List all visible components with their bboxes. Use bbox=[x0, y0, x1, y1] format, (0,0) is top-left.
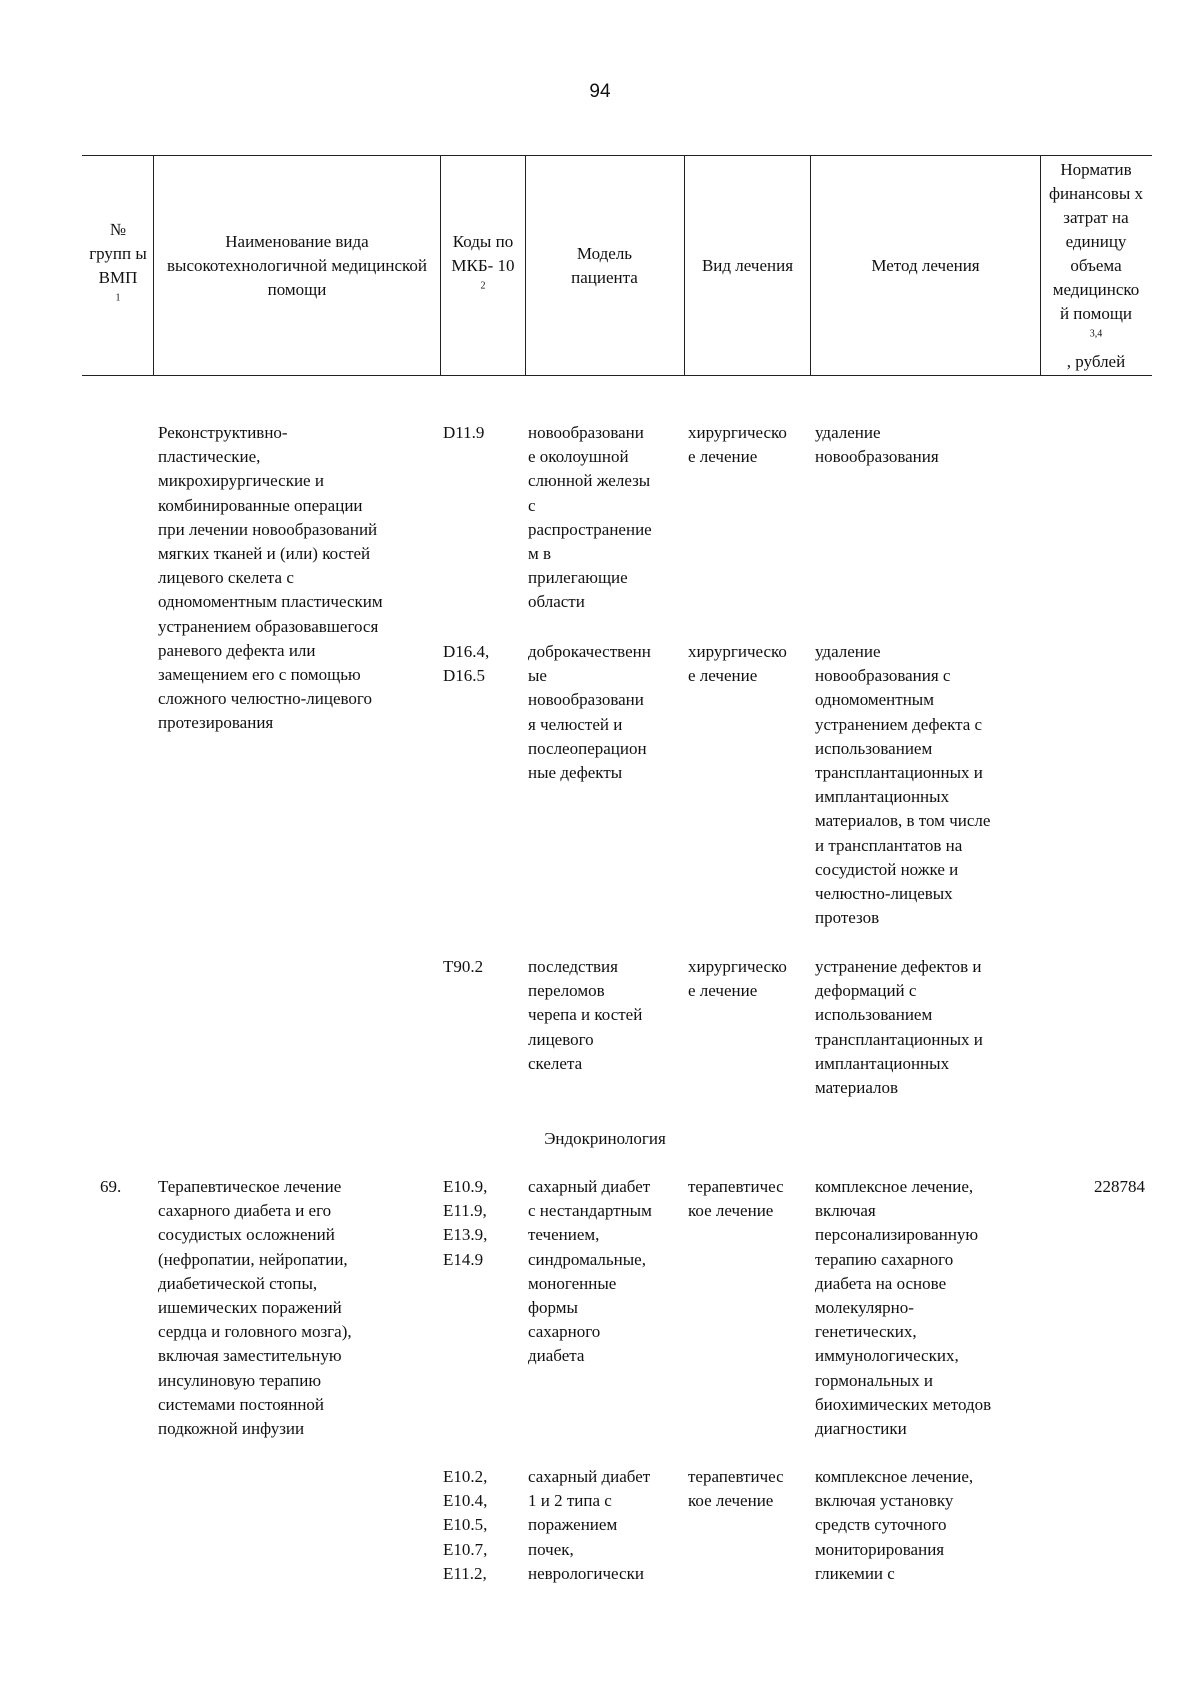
header-top-border bbox=[82, 155, 1152, 156]
row-model: новообразовани е околоушной слюнной железы с распространение м в прилегающие области bbox=[528, 423, 652, 612]
header-bottom-border bbox=[82, 375, 1152, 376]
header-divider bbox=[1040, 155, 1041, 376]
row-name: Реконструктивно- пластические, микрохирургические и комбинированные операции при лечении новообразований мягких тканей и (или) костей лицевого скелета с одномоментным пластическим устранением образовавшегося раневого дефекта или замещением его с помощью сложного челюстно-лицевого протезирования bbox=[158, 423, 383, 733]
header-divider bbox=[525, 155, 526, 376]
group-number: 69. bbox=[100, 1177, 122, 1196]
row-codes: D16.4, D16.5 bbox=[443, 642, 490, 686]
row-method: устранение дефектов и деформаций с использованием трансплантационных и имплантационных материалов bbox=[815, 957, 983, 1098]
row-codes: D11.9 bbox=[443, 423, 485, 442]
row-method: удаление новообразования с одномоментным устранением дефекта с использованием трансплантационных и имплантационных материалов, в том числе и трансплантатов на сосудистой ножке и челюстно-лицевых протезов bbox=[815, 642, 991, 928]
header-divider bbox=[684, 155, 685, 376]
section-title: Эндокринология bbox=[544, 1129, 666, 1148]
header-model: Модель пациента bbox=[571, 244, 638, 287]
row-treatment: хирургическо е лечение bbox=[688, 957, 787, 1001]
row-model: сахарный диабет 1 и 2 типа с поражением почек, неврологически bbox=[528, 1467, 651, 1583]
header-divider bbox=[153, 155, 154, 376]
row-codes: T90.2 bbox=[443, 957, 484, 976]
row-model: доброкачественн ые новообразовани я челюстей и послеоперацион ные дефекты bbox=[528, 642, 651, 783]
row-name: Терапевтическое лечение сахарного диабета и его сосудистых осложнений (нефропатии, нейропатии, диабетической стопы, ишемических поражений сердца и головного мозга), включая заместительную инсулиновую терапию системами постоянной подкожной инфузии bbox=[158, 1177, 352, 1439]
row-method: удаление новообразования bbox=[815, 423, 939, 467]
row-codes: E10.9, E11.9, E13.9, E14.9 bbox=[443, 1177, 488, 1269]
row-method: комплексное лечение, включая установку средств суточного мониторирования гликемии с bbox=[815, 1467, 974, 1583]
row-treatment: терапевтичес кое лечение bbox=[688, 1177, 784, 1221]
header-name: Наименование вида высокотехнологичной медицинской помощи bbox=[167, 232, 427, 299]
row-codes: E10.2, E10.4, E10.5, E10.7, E11.2, bbox=[443, 1467, 488, 1583]
header-norm: Норматив финансовы х затрат на единицу объема медицинско й помощи $^{3,4}$ , рублей bbox=[1048, 160, 1144, 371]
page-number: 94 bbox=[589, 81, 611, 102]
header-divider bbox=[440, 155, 441, 376]
header-group-number: № групп ы ВМП $^1$ bbox=[89, 220, 147, 304]
header-divider bbox=[810, 155, 811, 376]
row-method: комплексное лечение, включая персонализированную терапию сахарного диабета на основе молекулярно- генетических, иммунологических, гормональных и биохимических методов диагностики bbox=[815, 1177, 992, 1439]
row-model: последствия переломов черепа и костей лицевого скелета bbox=[528, 957, 643, 1073]
row-norm: 228784 bbox=[1094, 1177, 1145, 1196]
row-treatment: терапевтичес кое лечение bbox=[688, 1467, 784, 1511]
header-codes: Коды по МКБ- 10 $^2$ bbox=[451, 232, 515, 292]
header-method: Метод лечения bbox=[871, 256, 980, 275]
row-treatment: хирургическо е лечение bbox=[688, 642, 787, 686]
row-treatment: хирургическо е лечение bbox=[688, 423, 787, 467]
header-treatment-type: Вид лечения bbox=[701, 256, 794, 275]
row-model: сахарный диабет с нестандартным течением, синдромальные, моногенные формы сахарного диабета bbox=[528, 1177, 652, 1366]
